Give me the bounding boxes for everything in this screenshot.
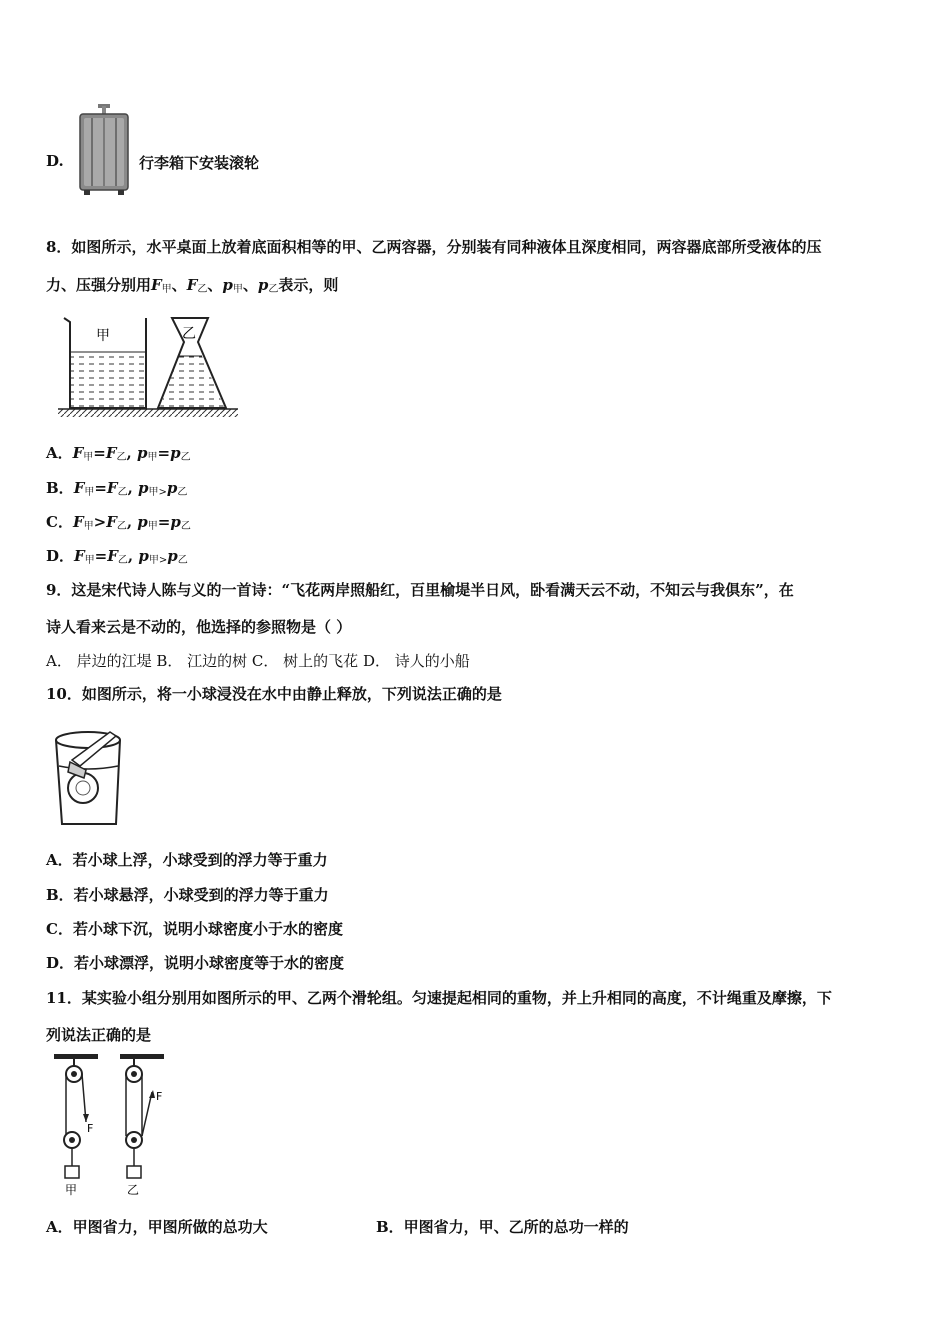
q8-option-d: D．$F_甲=F_乙$, $p_{甲>}p_乙$ (46, 547, 188, 566)
q8-option-c: C．$F_甲>F_乙$, $p_甲=p_乙$ (46, 513, 191, 532)
q11-pulley-figure (50, 1052, 180, 1202)
q11-option-b: B．甲图省力，甲、乙所的总功一样的 (376, 1218, 629, 1236)
q10-option-d: D．若小球漂浮，说明小球密度等于水的密度 (46, 954, 345, 972)
q11-stem-line1: 11．某实验小组分别用如图所示的甲、乙两个滑轮组。匀速提起相同的重物，并上升相同的高度，不计绳重及摩擦，下 (46, 989, 832, 1007)
q8-containers-figure (58, 312, 238, 420)
q8-fig-label-yi: 乙 (182, 326, 196, 342)
q10-cup-ball-figure (50, 726, 130, 830)
q11-force-label-jia: F (87, 1122, 94, 1135)
q7-option-d-label: D. (46, 152, 64, 170)
q11-fig-label-yi: 乙 (127, 1183, 140, 1197)
q9-options: A． 岸边的江堤 B． 江边的树 C． 树上的飞花 D． 诗人的小船 (46, 652, 470, 670)
q11-fig-label-jia: 甲 (65, 1183, 78, 1197)
q10-option-a: A．若小球上浮，小球受到的浮力等于重力 (46, 851, 328, 869)
q11-force-label-yi: F (156, 1090, 163, 1103)
q8-fig-label-jia: 甲 (96, 328, 110, 344)
q11-option-a: A．甲图省力，甲图所做的总功大 (46, 1218, 268, 1236)
q10-option-c: C．若小球下沉，说明小球密度小于水的密度 (46, 920, 343, 938)
q9-stem-line1: 9．这是宋代诗人陈与义的一首诗：“飞花两岸照船红，百里榆堤半日风，卧看满天云不动，不知云与我俱东”，在 (46, 581, 794, 599)
q9-stem-line2: 诗人看来云是不动的，他选择的参照物是（ ） (46, 618, 352, 636)
q7-option-d-text: 行李箱下安装滚轮 (139, 154, 260, 172)
q8-stem-line1: 8．如图所示，水平桌面上放着底面积相等的甲、乙两容器，分别装有同种液体且深度相同，两容器底部所受液体的压 (46, 238, 822, 256)
q10-option-b: B．若小球悬浮，小球受到的浮力等于重力 (46, 886, 329, 904)
q8-stem-line2: 力、压强分别用$F_甲$、$F_乙$、$p_甲$、$p_乙$表示，则 (46, 276, 339, 295)
suitcase-image (76, 104, 132, 196)
q8-option-b: B．$F_甲=F_乙$, $p_{甲>}p_乙$ (46, 479, 188, 498)
q10-stem: 10．如图所示，将一小球浸没在水中由静止释放，下列说法正确的是 (46, 685, 502, 703)
q11-stem-line2: 列说法正确的是 (46, 1026, 152, 1044)
q8-option-a: A．$F_甲=F_乙$, $p_甲=p_乙$ (46, 444, 191, 463)
